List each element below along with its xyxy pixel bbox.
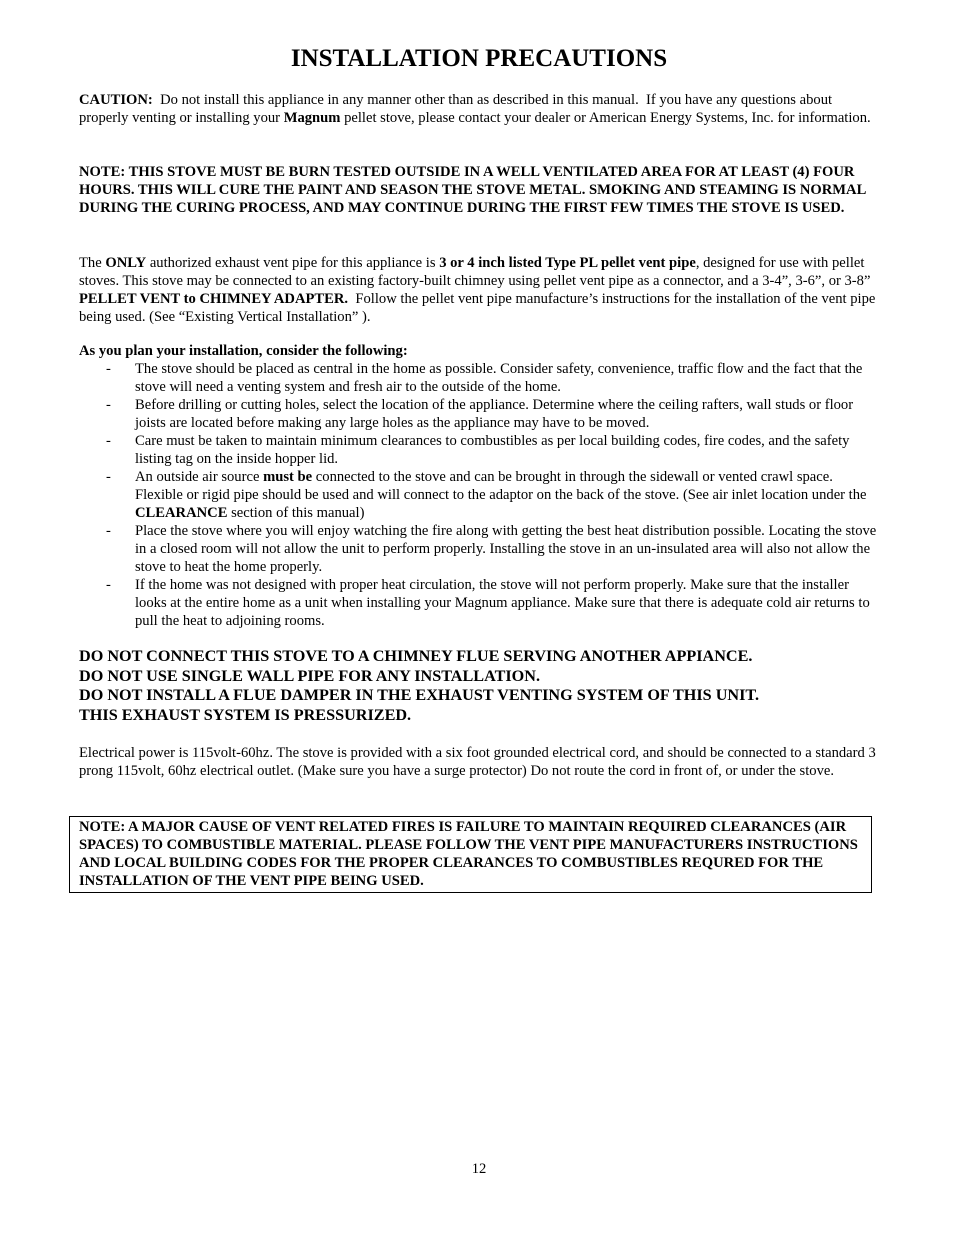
list-item [79, 468, 879, 522]
list-item-text-c: connected to the stove and can be brought in through the sidewall or vented crawl space. Flexible or rigid pipe should be used and will connect to the adaptor on the back of the stove. (See air inlet location under the [135, 469, 867, 503]
list-item-emphasis: must be [263, 469, 313, 485]
brand-name: Magnum [283, 110, 341, 126]
caution-text-2: pellet stove, please contact your dealer or American Energy Systems, Inc. for information. [340, 110, 871, 126]
list-item [79, 522, 879, 576]
list-item-text: Before drilling or cutting holes, select the location of the appliance. Determine where the ceiling rafters, wall studs or floor joists are located before making any large holes as the appliance may have to be moved. [135, 397, 854, 431]
warnings-block [79, 647, 879, 725]
vent-text-3: , designed for use with pellet stoves. This stove may be connected to an existing factory-built chimney using pellet vent pipe as a connector, and a 3-4”, 3-6”, or 3-8” [79, 255, 871, 289]
page-number: 12 [471, 1161, 487, 1177]
vent-fire-note-box [69, 816, 872, 893]
list-item [79, 576, 879, 630]
electrical-paragraph: Electrical power is 115volt-60hz. The stove is provided with a six foot grounded electrical cord, and should be connected to a standard 3 prong 115volt, 60hz electrical outlet. (Make sure you have a surge protector) Do not route the cord in front of, or under the stove. [79, 745, 876, 779]
dash-marker: - [106, 361, 111, 377]
warning-line: DO NOT CONNECT THIS STOVE TO A CHIMNEY FLUE SERVING ANOTHER APPIANCE. [79, 647, 753, 665]
plan-list [79, 360, 879, 630]
warning-line: THIS EXHAUST SYSTEM IS PRESSURIZED. [79, 705, 412, 724]
list-item-text: Care must be taken to maintain minimum clearances to combustibles as per local building codes, fire codes, and the safety listing tag on the inside hopper lid. [135, 433, 850, 467]
caution-label: CAUTION: [79, 92, 153, 108]
vent-text-1: The [79, 255, 106, 271]
vent-pipe-type: 3 or 4 inch listed Type PL pellet vent pipe [439, 255, 696, 271]
dash-marker: - [106, 397, 111, 413]
burn-test-note [79, 163, 879, 217]
dash-marker: - [106, 469, 111, 485]
vent-text-2: authorized exhaust vent pipe for this appliance is [146, 255, 440, 271]
dash-marker: - [106, 433, 111, 449]
dash-marker: - [106, 577, 111, 593]
list-item [79, 396, 879, 432]
list-item-text: The stove should be placed as central in the home as possible. Consider safety, convenience, traffic flow and the fact that the stove will need a venting system and fresh air to the outside of the home. [135, 361, 863, 395]
list-item-text: If the home was not designed with proper heat circulation, the stove will not perform properly. Make sure that the installer looks at the entire home as a unit when installing your Magnum appliance. Make sure that there is adequate cold air returns to pull the heat to adjoining rooms. [135, 577, 870, 629]
vent-pipe-paragraph [79, 254, 879, 326]
list-item-clearance: CLEARANCE [135, 505, 228, 521]
list-item-text-a: An outside air source [135, 469, 264, 485]
vent-fire-note-text: NOTE: A MAJOR CAUSE OF VENT RELATED FIRES IS FAILURE TO MAINTAIN REQUIRED CLEARANCES (AIR SPACES) TO COMBUSTIBLE MATERIAL. PLEASE FOLLOW THE VENT PIPE MANUFACTURERS INSTRUCTIONS AND LOCAL BUILDING CODES FOR THE PROPER CLEARANCES TO COMBUSTIBLES REQURED FOR THE INSTALLATION OF THE VENT PIPE BEING USED. [79, 819, 858, 889]
caution-text-1: Do not install this appliance in any manner other than as described in this manual. If you have any questions about properly venting or installing your [79, 92, 836, 126]
plan-heading [79, 342, 879, 360]
list-item [79, 432, 879, 468]
plan-section [79, 342, 879, 630]
list-item-text: Place the stove where you will enjoy watching the fire along with getting the best heat distribution possible. Locating the stove in a closed room will not allow the unit to perform properly. Installing the stove in an un-insulated area will also not allow the stove to heat the home properly. [135, 523, 877, 575]
burn-test-note-text: NOTE: THIS STOVE MUST BE BURN TESTED OUTSIDE IN A WELL VENTILATED AREA FOR AT LEAST (4) FOUR HOURS. THIS WILL CURE THE PAINT AND SEASON THE STOVE METAL. SMOKING AND STEAMING IS NORMAL DURING THE CURING PROCESS, AND MAY CONTINUE DURING THE FIRST FEW TIMES THE STOVE IS USED. [79, 164, 866, 216]
vent-only: ONLY [105, 255, 147, 271]
list-item-text-e: section of this manual) [227, 505, 365, 521]
dash-marker: - [106, 523, 111, 539]
list-item [79, 360, 879, 396]
caution-paragraph [79, 91, 879, 127]
page-title: INSTALLATION PRECAUTIONS [290, 45, 668, 72]
plan-heading-text: As you plan your installation, consider the following: [79, 343, 408, 359]
vent-text-4: Follow the pellet vent pipe manufacture’s instructions for the installation of the vent pipe being used. (See “Existing Vertical Installation” ). [79, 291, 880, 325]
warning-line: DO NOT USE SINGLE WALL PIPE FOR ANY INSTALLATION. [79, 666, 540, 685]
warning-line: DO NOT INSTALL A FLUE DAMPER IN THE EXHAUST VENTING SYSTEM OF THIS UNIT. [79, 686, 760, 705]
vent-adapter: PELLET VENT to CHIMNEY ADAPTER. [79, 291, 349, 307]
